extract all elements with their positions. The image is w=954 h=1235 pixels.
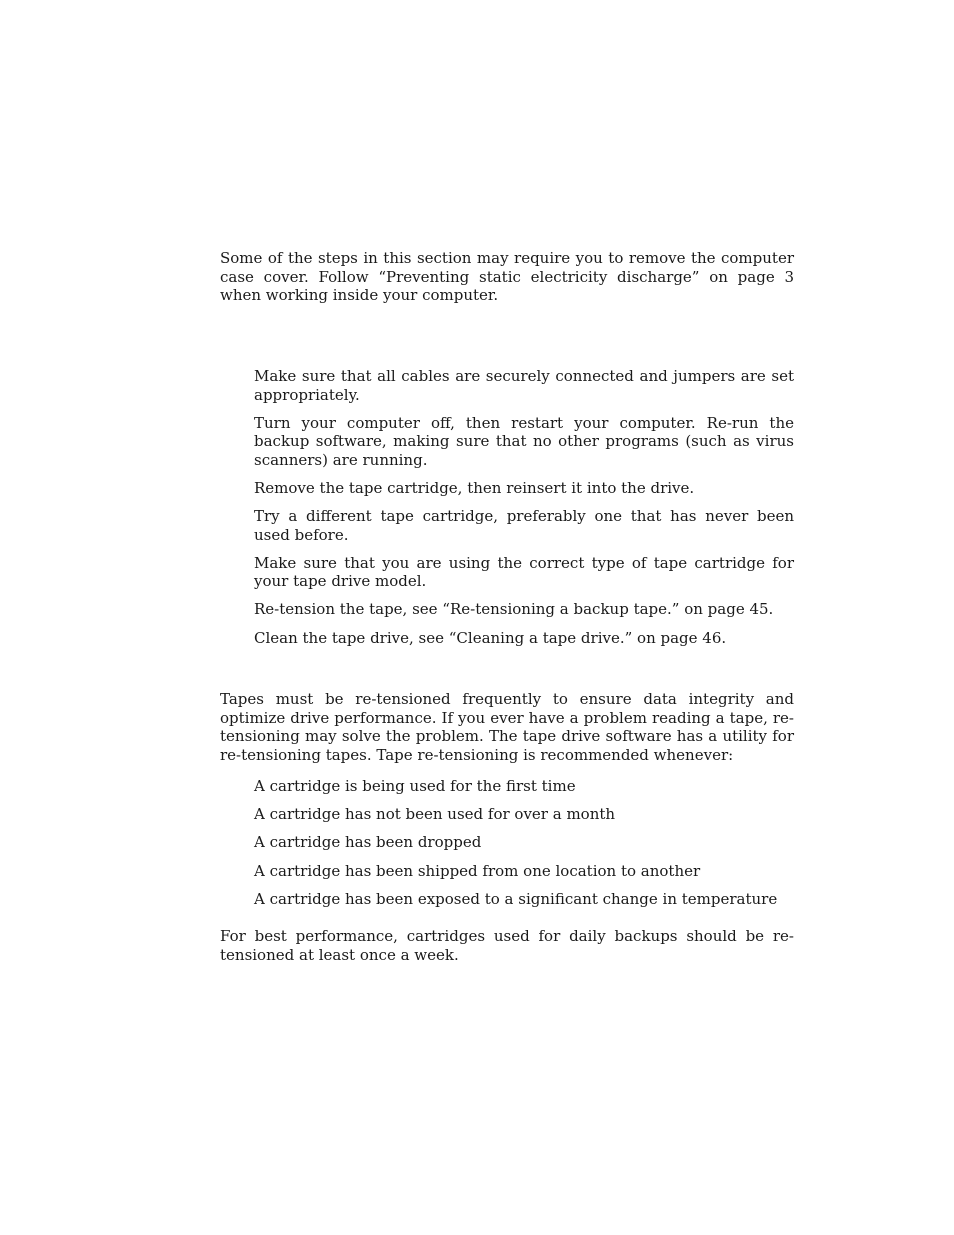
- list-item: A cartridge is being used for the first time: [254, 777, 576, 795]
- retension-conditions-list: [254, 777, 794, 918]
- list-item: Clean the tape drive, see “Cleaning a tape drive.” on page 46.: [254, 628, 727, 647]
- retension-paragraph: Tapes must be re-tensioned frequently to ensure data integrity and optimize drive performance. If you ever have a problem reading a tape, re-tensioning may solve the problem. The tape drive software has a utility for re-tensioning tapes. Tape re-tensioning is recommended whenever:: [220, 690, 794, 764]
- troubleshooting-steps-list: [254, 367, 794, 657]
- list-item: A cartridge has been dropped: [254, 833, 482, 852]
- list-item: A cartridge has been exposed to a significant change in temperature: [254, 889, 778, 908]
- list-item: Turn your computer off, then restart your computer. Re-run the backup software, making sure that no other programs (such as virus scanners) are running.: [254, 413, 794, 469]
- list-item: Make sure that all cables are securely connected and jumpers are set appropriately.: [254, 367, 794, 404]
- list-item: Re-tension the tape, see “Re-tensioning a backup tape.” on page 45.: [254, 600, 774, 619]
- best-performance-paragraph: For best performance, cartridges used for daily backups should be re-tensioned at least once a week.: [220, 927, 794, 964]
- list-item: Remove the tape cartridge, then reinsert it into the drive.: [254, 478, 695, 497]
- list-item: Make sure that you are using the correct type of tape cartridge for your tape drive model.: [254, 553, 794, 591]
- list-item: A cartridge has not been used for over a month: [254, 805, 616, 824]
- list-item: Try a different tape cartridge, preferably one that has never been used before.: [254, 507, 794, 544]
- intro-paragraph: Some of the steps in this section may require you to remove the computer case cover. Follow “Preventing static electricity discharge” on page 3 when working inside your computer.: [220, 249, 794, 305]
- list-item: A cartridge has been shipped from one location to another: [254, 861, 701, 880]
